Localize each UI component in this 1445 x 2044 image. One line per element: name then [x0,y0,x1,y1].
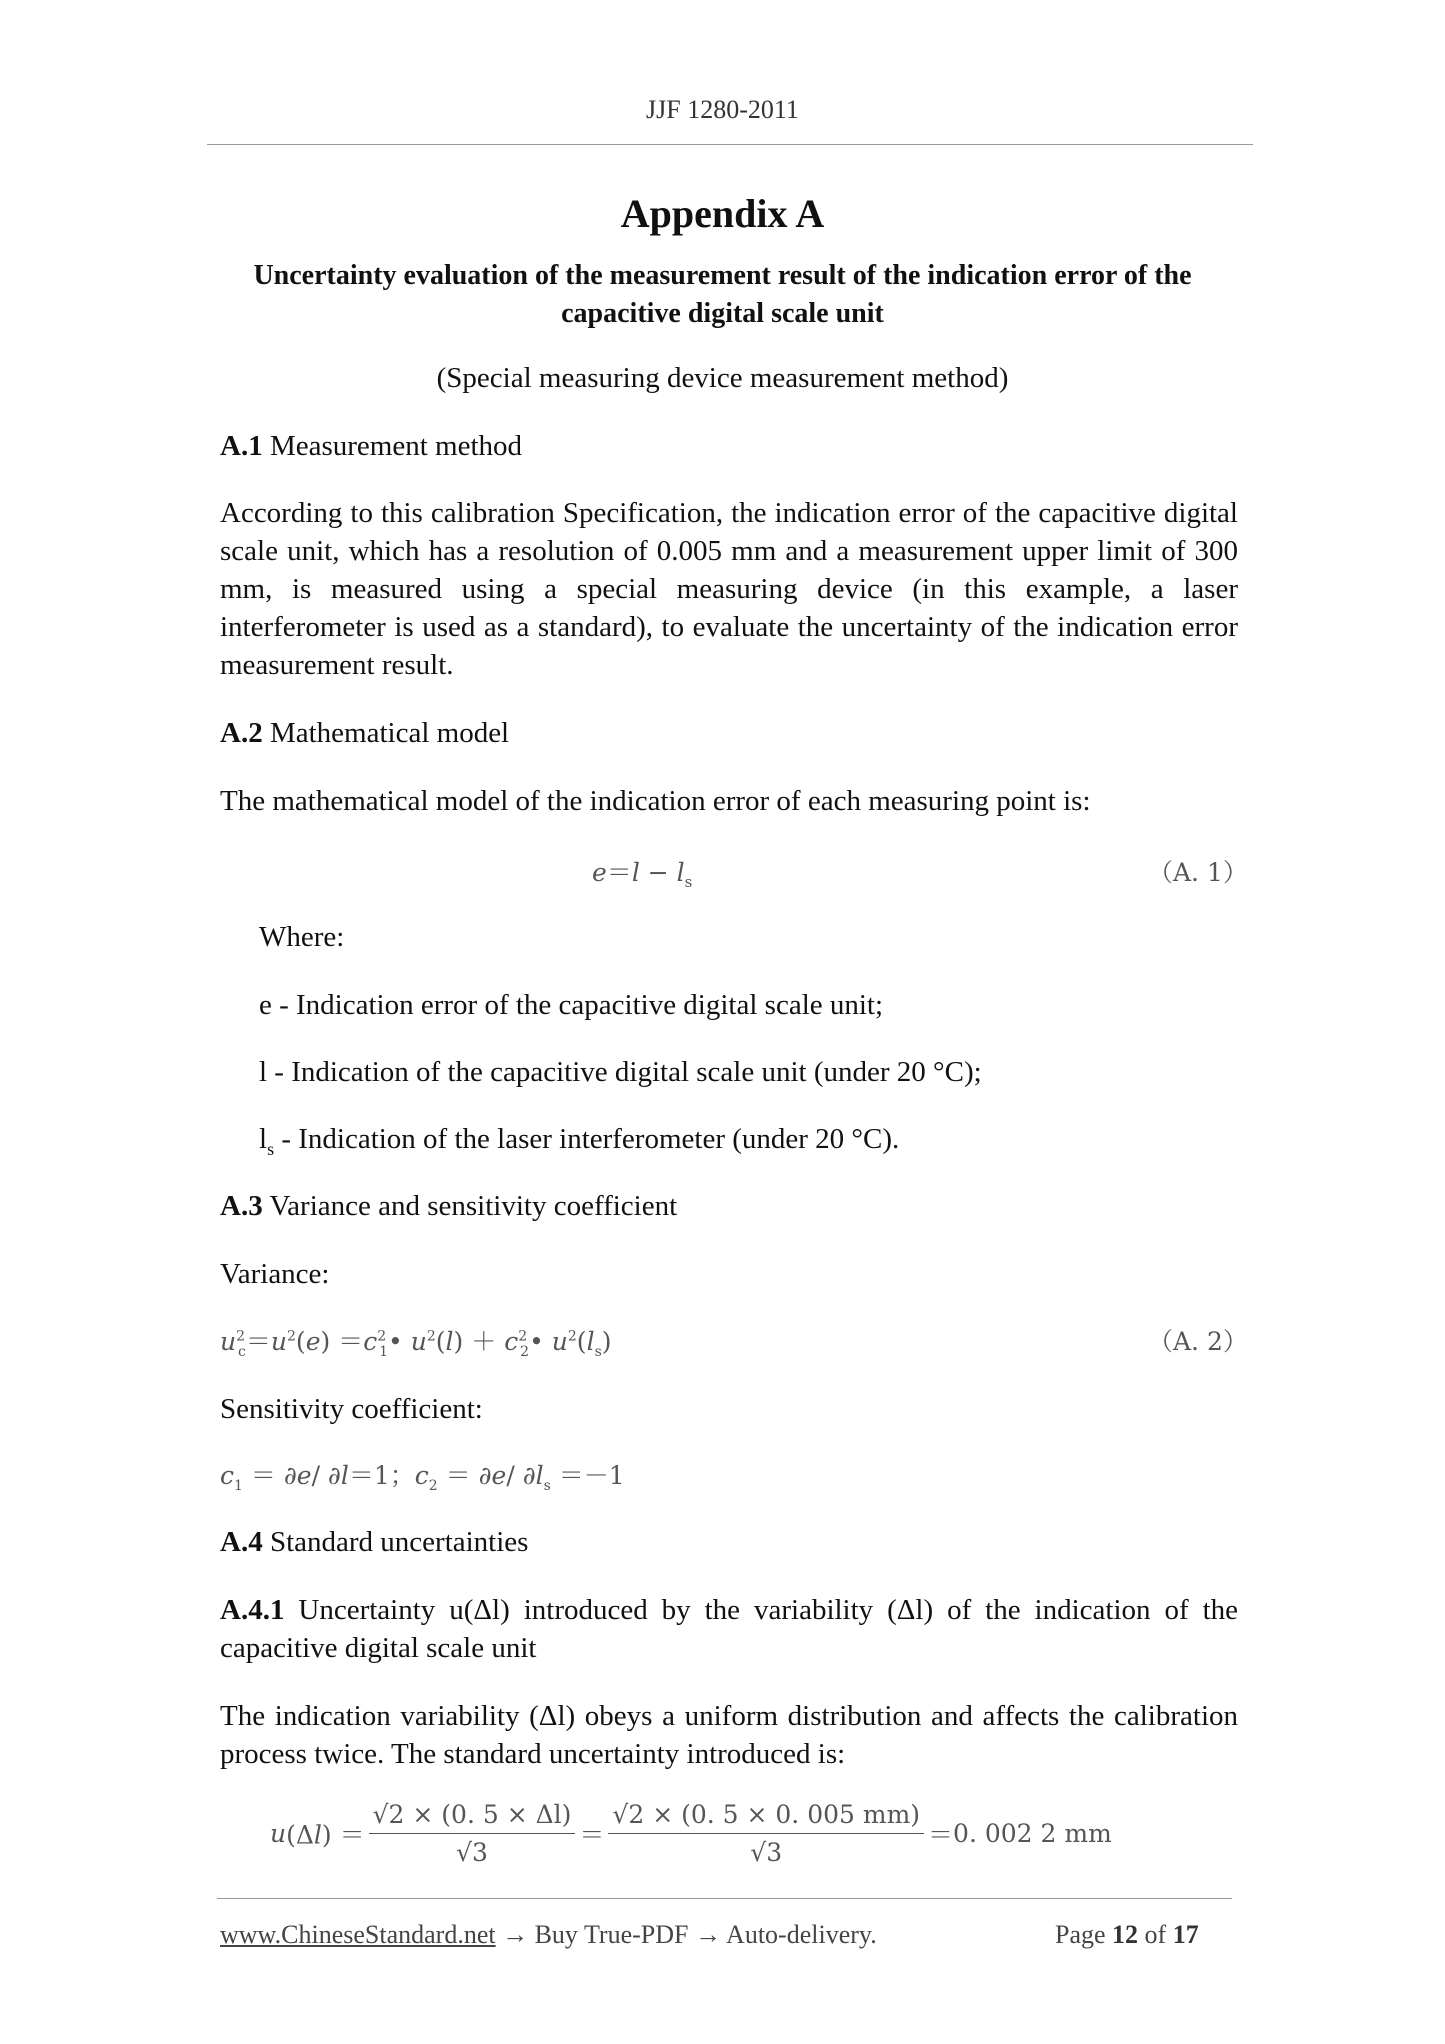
of-label: of [1144,1920,1167,1949]
section-title: Variance and sensitivity coefficient [269,1190,678,1222]
definition-ls-subscript: s [267,1138,275,1159]
section-a3-heading [220,1187,677,1225]
site-link[interactable]: www.ChineseStandard.net [220,1920,496,1949]
section-title: Measurement method [269,430,523,462]
equation-result: 0. 002 2 mm [953,1819,1112,1848]
page-label: Page [1055,1920,1106,1949]
equation-number: （A. 2） [1148,1327,1248,1356]
page-indicator [1055,1920,1199,1950]
equation-number: （A. 1） [1148,858,1248,887]
footer-tagline: → Buy True-PDF → Auto-delivery. [495,1920,877,1949]
section-title: Standard uncertainties [269,1526,529,1558]
section-number: A.4 [220,1526,263,1558]
section-number: A.1 [220,430,263,462]
where-label: Where: [259,921,345,953]
sensitivity-label: Sensitivity coefficient: [220,1393,483,1425]
section-a1-paragraph: According to this calibration Specification, the indication error of the capacitive digital scale unit, which has a resolution of 0.005 mm and a measurement upper limit of 300 mm, is measured using a special measuring device (in this example, a laser interferometer is used as a standard), to evaluate the uncertainty of the indication error measurement result. [220,497,1238,681]
method-note: (Special measuring device measurement method) [436,362,1009,394]
model-intro: The mathematical model of the indication error of each measuring point is: [220,785,1091,817]
fraction-denominator: √3 [750,1838,783,1867]
footer-left [220,1920,877,1950]
section-a4-heading [220,1523,528,1561]
section-title: Uncertainty u(Δl) introduced by the variability (Δl) of the indication of the capacitive digital scale unit [220,1594,1239,1664]
definition-l: l - Indication of the capacitive digital scale unit (under 20 °C); [259,1056,982,1088]
page-total: 17 [1172,1920,1199,1949]
definition-e: e - Indication error of the capacitive digital scale unit; [259,989,884,1021]
definition-ls-text: - Indication of the laser interferometer (under 20 °C). [274,1123,900,1155]
fraction-denominator: √3 [456,1838,488,1867]
section-a1-heading [220,427,522,465]
header-rule [207,144,1253,145]
equation-u-delta-l: u(Δl) ＝ $\frac{√2 \times (0. 5 \times \Delta l)}{√3}$ ＝ $\frac{√2 \times (0. 5 \times 0. 005 mm)}{√3}$ ＝0. 002 2 mm [270,1800,1112,1867]
header-code: JJF 1280-2011 [646,95,799,124]
variance-label: Variance: [220,1258,330,1290]
section-a41-paragraph: The indication variability (Δl) obeys a uniform distribution and affects the calibration process twice. The standard uncertainty introduced is: [220,1700,1238,1770]
section-a2-heading [220,714,509,752]
fraction-numerator: √2 × (0. 5 × Δl) [369,1800,576,1834]
section-number: A.4.1 [220,1594,285,1626]
fraction-numerator: √2 × (0. 5 × 0. 005 mm) [608,1800,924,1834]
page-title: Appendix A [620,191,825,236]
section-title: Mathematical model [269,717,510,749]
sensitivity-equation: $c_1 = \partial e/$ ∂l＝1；$c_2 = \partial e/$ $\partial l_s =-1$ [220,1461,625,1494]
equation-a1: $e=l - l_s$ [592,858,693,891]
page-number: 12 [1112,1920,1139,1949]
definition-ls [259,1120,899,1168]
section-number: A.3 [220,1190,263,1222]
definition-ls-symbol: l [259,1123,268,1155]
section-number: A.2 [220,717,263,749]
equation-a2: $u^2_c=u^2(e)$ $=c^2_1•$ $u^2(l)$ ＋ $c^2_2•$ $u^2(l_s)$ [220,1327,612,1360]
section-a41-heading [220,1591,1238,1667]
footer-rule [217,1898,1232,1899]
page-subtitle: Uncertainty evaluation of the measurement result of the indication error of the capacitive digital scale unit [253,260,1192,329]
